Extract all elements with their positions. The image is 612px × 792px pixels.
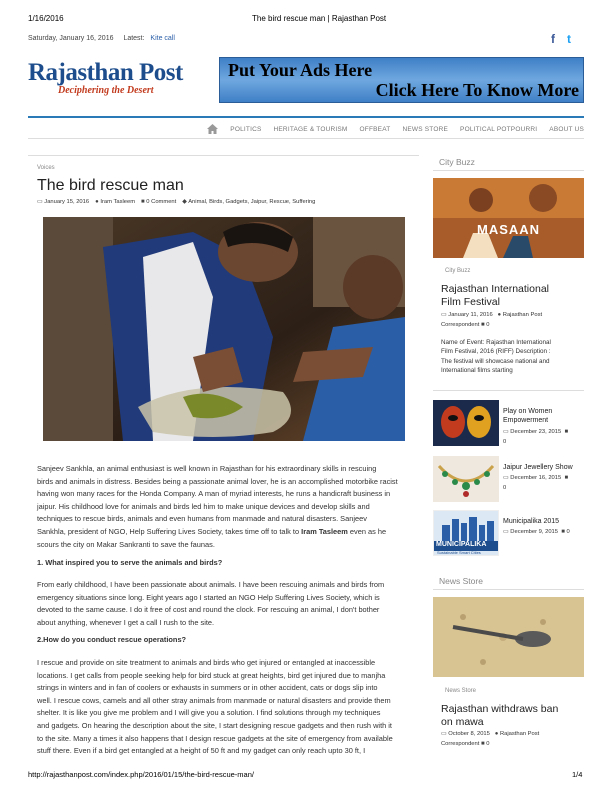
- feature-excerpt: Name of Event: Rajasthan International Film Festival, 2016 (RIFF) Description : The festival will showcase national and International films starting: [441, 339, 551, 375]
- calendar-icon: ▭: [441, 312, 447, 318]
- article-author[interactable]: Iram Tasleem: [100, 198, 136, 205]
- topbar: [28, 35, 175, 42]
- calendar-icon: ▭: [503, 529, 509, 535]
- nav-offbeat[interactable]: OFFBEAT: [359, 125, 391, 133]
- article-date: January 15, 2016: [44, 199, 90, 205]
- news-store-heading: News Store: [439, 576, 483, 586]
- user-icon: ●: [494, 731, 499, 737]
- article-photo: [43, 217, 405, 441]
- comment-icon: ■: [564, 475, 569, 481]
- calendar-icon: ▭: [37, 199, 43, 205]
- article-paragraph-2: From early childhood, I have been passionate about animals. I have been rescuing animals and birds from emergency situations since long. Eight years ago I started an NGO Help Suffering Lives Society, which is devoted to the same cause. I do it free of cost and round the clock. For rescuing an animal, I don't bother about anything, whenever I get a call I rush to the site.: [37, 580, 385, 627]
- post-thumbnail[interactable]: [433, 510, 499, 556]
- print-page: 1/4: [572, 770, 583, 779]
- main-nav: [207, 121, 584, 137]
- small-post-meta: ▭ December 23, 2015 ■ 0: [503, 429, 569, 445]
- post-thumbnail[interactable]: [433, 456, 499, 502]
- comment-icon: ■: [141, 198, 145, 205]
- small-post-title[interactable]: Municipalika 2015: [503, 518, 560, 525]
- nav-bottom-rule: [28, 138, 584, 139]
- feature-meta: ▭ January 11, 2016 ● Rajasthan Post Correspondent ■ 0: [441, 312, 543, 328]
- logo-tagline: Deciphering the Desert: [58, 85, 154, 96]
- user-icon: ●: [497, 312, 502, 318]
- print-url: http://rajasthanpost.com/index.php/2016/01/15/the-bird-rescue-man/: [28, 770, 254, 779]
- interviewer-name: Iram Tasleem: [301, 526, 348, 536]
- city-buzz-heading: City Buzz: [439, 157, 475, 167]
- ad-banner[interactable]: [219, 57, 584, 103]
- news-category[interactable]: News Store: [445, 688, 477, 694]
- nav-news-store[interactable]: NEWS STORE: [402, 125, 449, 133]
- banner-line-1: Put Your Ads Here: [228, 60, 373, 80]
- small-post-title[interactable]: Play on Women Empowerment: [503, 408, 553, 424]
- sidebar-rule: [433, 170, 584, 171]
- small-post-meta: ▭ December 9, 2015 ■ 0: [503, 529, 570, 535]
- facebook-icon[interactable]: f: [551, 32, 555, 46]
- calendar-icon: ▭: [441, 731, 447, 737]
- article-title: The bird rescue man: [37, 177, 184, 194]
- banner-line-2: Click Here To Know More: [375, 80, 579, 100]
- nav-about-us[interactable]: ABOUT US: [549, 125, 584, 133]
- small-post-meta: ▭ December 16, 2015 ■ 0: [503, 475, 569, 491]
- article-paragraph-1: Sanjeev Sankhla, an animal enthusiast is well known in Rajasthan for his extraordinary skills in rescuing birds and animals in distress. Besides being a passionate animal lover, he is an accomplished motorbike racist having won many races for the Honda Company. A man of myriad interests, he runs a handicraft business in jaipur. His childhood love for animals and birds led him to make unique devices and develop skills and techniques to rescue birds, animals and even humans from manmade and natural disasters. Sanjeev Sankhla, president of NGO, Help Suffering Lives Society, takes time off to talk to Iram Tasleem even as he scours the city on Makar Sankranti to save the faunas.: [37, 464, 398, 549]
- comment-icon: ■: [480, 741, 485, 747]
- small-post-title[interactable]: Jaipur Jewellery Show: [503, 464, 573, 471]
- post-thumbnail[interactable]: [433, 400, 499, 446]
- municipalika-thumb-text: MUNICIPALIKA: [436, 541, 487, 548]
- calendar-icon: ▭: [503, 429, 509, 435]
- article-meta: [37, 198, 315, 205]
- article-category[interactable]: Voices: [37, 165, 55, 171]
- comment-icon: ■: [564, 429, 569, 435]
- article-tags[interactable]: Animal, Birds, Gadgets, Jaipur, Rescue, Suffering: [188, 199, 316, 205]
- feature-title[interactable]: Rajasthan International Film Festival: [441, 283, 549, 308]
- user-icon: ●: [95, 198, 99, 205]
- nav-heritage-tourism[interactable]: HERITAGE & TOURISM: [273, 125, 348, 133]
- question-2: 2.How do you conduct rescue operations?: [37, 635, 187, 644]
- municipalika-thumb-sub: Sustainable Smart Cities: [437, 550, 481, 555]
- feature-category[interactable]: City Buzz: [445, 268, 471, 274]
- home-icon[interactable]: [207, 124, 218, 134]
- twitter-icon[interactable]: t: [567, 32, 571, 46]
- calendar-icon: ▭: [503, 475, 509, 481]
- news-thumbnail[interactable]: [433, 597, 584, 677]
- sidebar-rule: [433, 390, 584, 391]
- article-paragraph-3: I rescue and provide on site treatment to animals and birds who get injured or entangled at inaccessible locations. I get calls from people seeking help for bird stuck at great heights, bird get injured due to manjha strings in winters and in fan of coolers or exhausts in summers or in other accident, cats or dogs slip into well. I rescue cows, camels and all other stray animals from manmade or natural disasters and provide them shelter. It is like you give me problem and I will give you a solution. I find solutions through my techniques and gadgets. On hearing the description about the site, I start designing rescue gadgets and then rush with it to the site. Many a times it also happens that I design rescue gadgets at the site of emergency from available stuff there. Even if a bird get entangled at a height of 50 ft and my gadget can only reach upto 30 ft, I: [37, 658, 393, 756]
- content-rule: [28, 155, 419, 156]
- question-1: 1. What inspired you to serve the animals and birds?: [37, 558, 223, 567]
- latest-label: Latest:: [123, 35, 145, 42]
- nav-politics[interactable]: POLITICS: [230, 125, 262, 133]
- tag-icon: ◆: [182, 199, 187, 205]
- logo-text: Rajasthan Post: [28, 59, 183, 86]
- site-logo[interactable]: [28, 60, 203, 100]
- print-date: 1/16/2016: [28, 14, 64, 23]
- nav-top-rule: [28, 116, 584, 118]
- news-meta: ▭ October 8, 2015 ● Rajasthan Post Correspondent ■ 0: [441, 731, 540, 747]
- latest-ticker-link[interactable]: Kite call: [150, 35, 175, 42]
- sidebar-rule: [433, 589, 584, 590]
- article-comments[interactable]: 0 Comment: [146, 198, 177, 205]
- nav-political-potpourri[interactable]: POLITICAL POTPOURRI: [460, 125, 538, 133]
- comment-icon: ■: [480, 322, 485, 328]
- feature-thumbnail[interactable]: [433, 178, 584, 258]
- topbar-date: Saturday, January 16, 2016: [28, 35, 114, 42]
- news-title[interactable]: Rajasthan withdraws ban on mawa: [441, 703, 559, 728]
- feature-thumb-text: MASAAN: [477, 222, 541, 237]
- print-title: The bird rescue man | Rajasthan Post: [252, 14, 387, 23]
- comment-icon: ■: [561, 529, 565, 535]
